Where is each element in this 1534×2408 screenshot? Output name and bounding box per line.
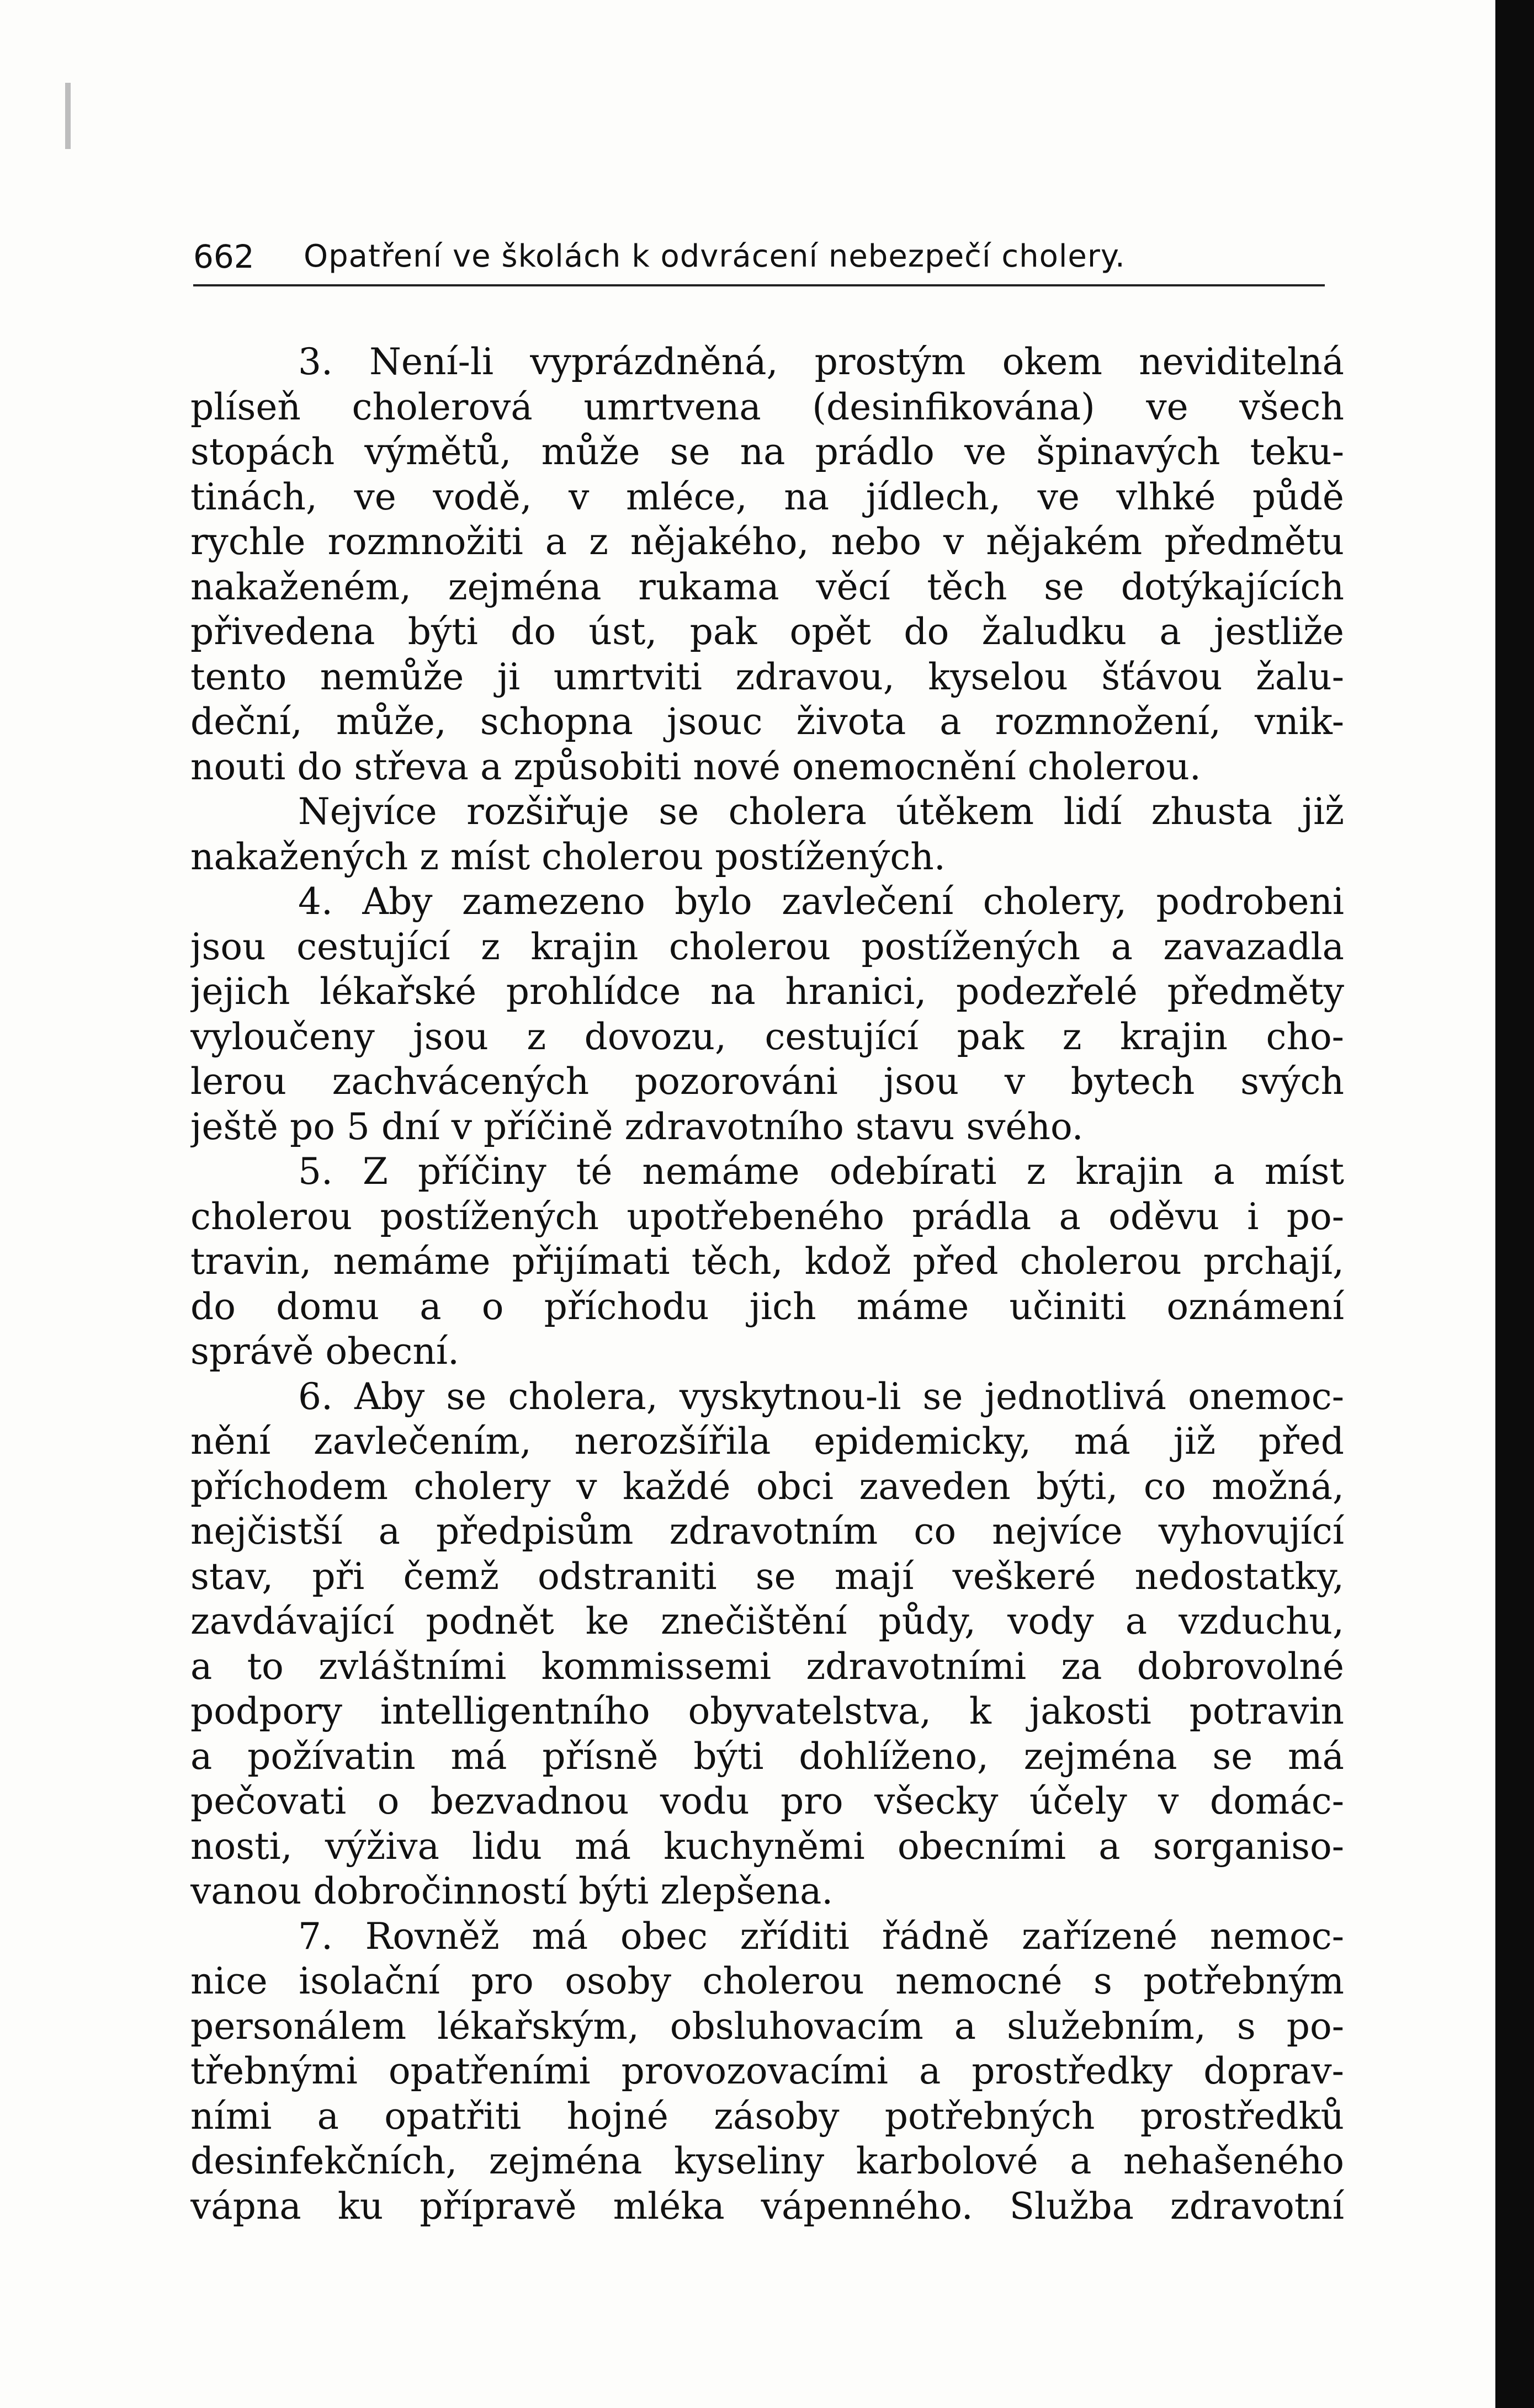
text-line: jsou cestující z krajin cholerou postížených a zavazadla [190, 925, 1344, 968]
text-line: nejčistší a předpisům zdravotním co nejvíce vyhovující [190, 1510, 1344, 1553]
text-line: nice isolační pro osoby cholerou nemocné s potřebným [190, 1960, 1344, 2002]
text-line: ními a opatřiti hojné zásoby potřebných prostředků [190, 2095, 1344, 2138]
text-line: a požívatin má přísně býti dohlíženo, zejména se má [190, 1735, 1344, 1778]
text-line: stav, při čemž odstraniti se mají veškeré nedostatky, [190, 1555, 1344, 1598]
text-line: 5. Z příčiny té nemáme odebírati z krajin a míst [298, 1150, 1344, 1193]
text-line: zavdávající podnět ke znečištění půdy, vody a vzduchu, [190, 1600, 1344, 1642]
page-header [193, 229, 1325, 290]
text-line: plíseň cholerová umrtvena (desinfikována) ve všech [190, 385, 1344, 428]
text-line: cholerou postížených upotřebeného prádla a oděvu i po- [190, 1195, 1344, 1238]
scan-border [1495, 0, 1534, 2408]
text-line: jejich lékařské prohlídce na hranici, podezřelé předměty [190, 970, 1344, 1013]
text-line: nouti do střeva a způsobiti nové onemocnění cholerou. [190, 745, 1201, 788]
text-line: 7. Rovněž má obec zříditi řádně zařízené nemoc- [298, 1915, 1344, 1958]
text-line: 4. Aby zamezeno bylo zavlečení cholery, podrobeni [298, 880, 1344, 923]
text-line: stopách výmětů, může se na prádlo ve špinavých teku- [190, 430, 1344, 473]
text-line: 6. Aby se cholera, vyskytnou-li se jednotlivá onemoc- [298, 1375, 1344, 1418]
text-line: správě obecní. [190, 1330, 459, 1373]
text-line: ještě po 5 dní v příčině zdravotního stavu svého. [190, 1105, 1084, 1148]
text-line: nakaženém, zejména rukama věcí těch se dotýkajících [190, 565, 1344, 608]
text-line: tento nemůže ji umrtviti zdravou, kyselou šťávou žalu- [190, 655, 1344, 698]
text-line: desinfekčních, zejména kyseliny karbolové a nehašeného [190, 2140, 1344, 2182]
text-line: nění zavlečením, nerozšířila epidemicky, má již před [190, 1420, 1344, 1463]
text-line: do domu a o příchodu jich máme učiniti oznámení [190, 1285, 1344, 1328]
text-line: nosti, výživa lidu má kuchyněmi obecními a sorganiso- [190, 1825, 1344, 1868]
text-line: a to zvláštními kommissemi zdravotními za dobrovolné [190, 1645, 1344, 1688]
running-title: Opatření ve školách k odvrácení nebezpečí cholery. [304, 238, 1126, 274]
text-line: rychle rozmnožiti a z nějakého, nebo v nějakém předmětu [190, 520, 1344, 563]
text-line: přivedena býti do úst, pak opět do žaludku a jestliže [190, 610, 1344, 653]
text-line: vyloučeny jsou z dovozu, cestující pak z krajin cho- [190, 1015, 1344, 1058]
page-number: 662 [193, 238, 254, 275]
text-line: personálem lékařským, obsluhovacím a služebním, s po- [190, 2005, 1344, 2048]
text-line: 3. Není-li vyprázdněná, prostým okem neviditelná [298, 341, 1344, 383]
text-line: příchodem cholery v každé obci zaveden býti, co možná, [190, 1465, 1344, 1508]
header-rule [193, 284, 1325, 286]
text-line: vanou dobročinností býti zlepšena. [190, 1870, 834, 1912]
text-line: nakažených z míst cholerou postížených. [190, 835, 946, 878]
text-line: tinách, ve vodě, v mléce, na jídlech, ve vlhké půdě [190, 475, 1344, 518]
body-text [190, 339, 1344, 2229]
text-line: vápna ku přípravě mléka vápenného. Služba zdravotní [190, 2184, 1344, 2228]
text-line: třebnými opatřeními provozovacími a prostředky doprav- [190, 2050, 1344, 2092]
text-line: travin, nemáme přijímati těch, kdož před cholerou prchají, [190, 1240, 1344, 1283]
text-line: pečovati o bezvadnou vodu pro všecky účely v domác- [190, 1780, 1344, 1822]
text-line: podpory intelligentního obyvatelstva, k jakosti potravin [190, 1690, 1344, 1732]
text-line: lerou zachvácených pozorováni jsou v bytech svých [190, 1060, 1344, 1103]
scan-mark [65, 83, 71, 149]
text-line: Nejvíce rozšiřuje se cholera útěkem lidí zhusta již [298, 790, 1344, 833]
text-line: deční, může, schopna jsouc života a rozmnožení, vnik- [190, 700, 1344, 743]
